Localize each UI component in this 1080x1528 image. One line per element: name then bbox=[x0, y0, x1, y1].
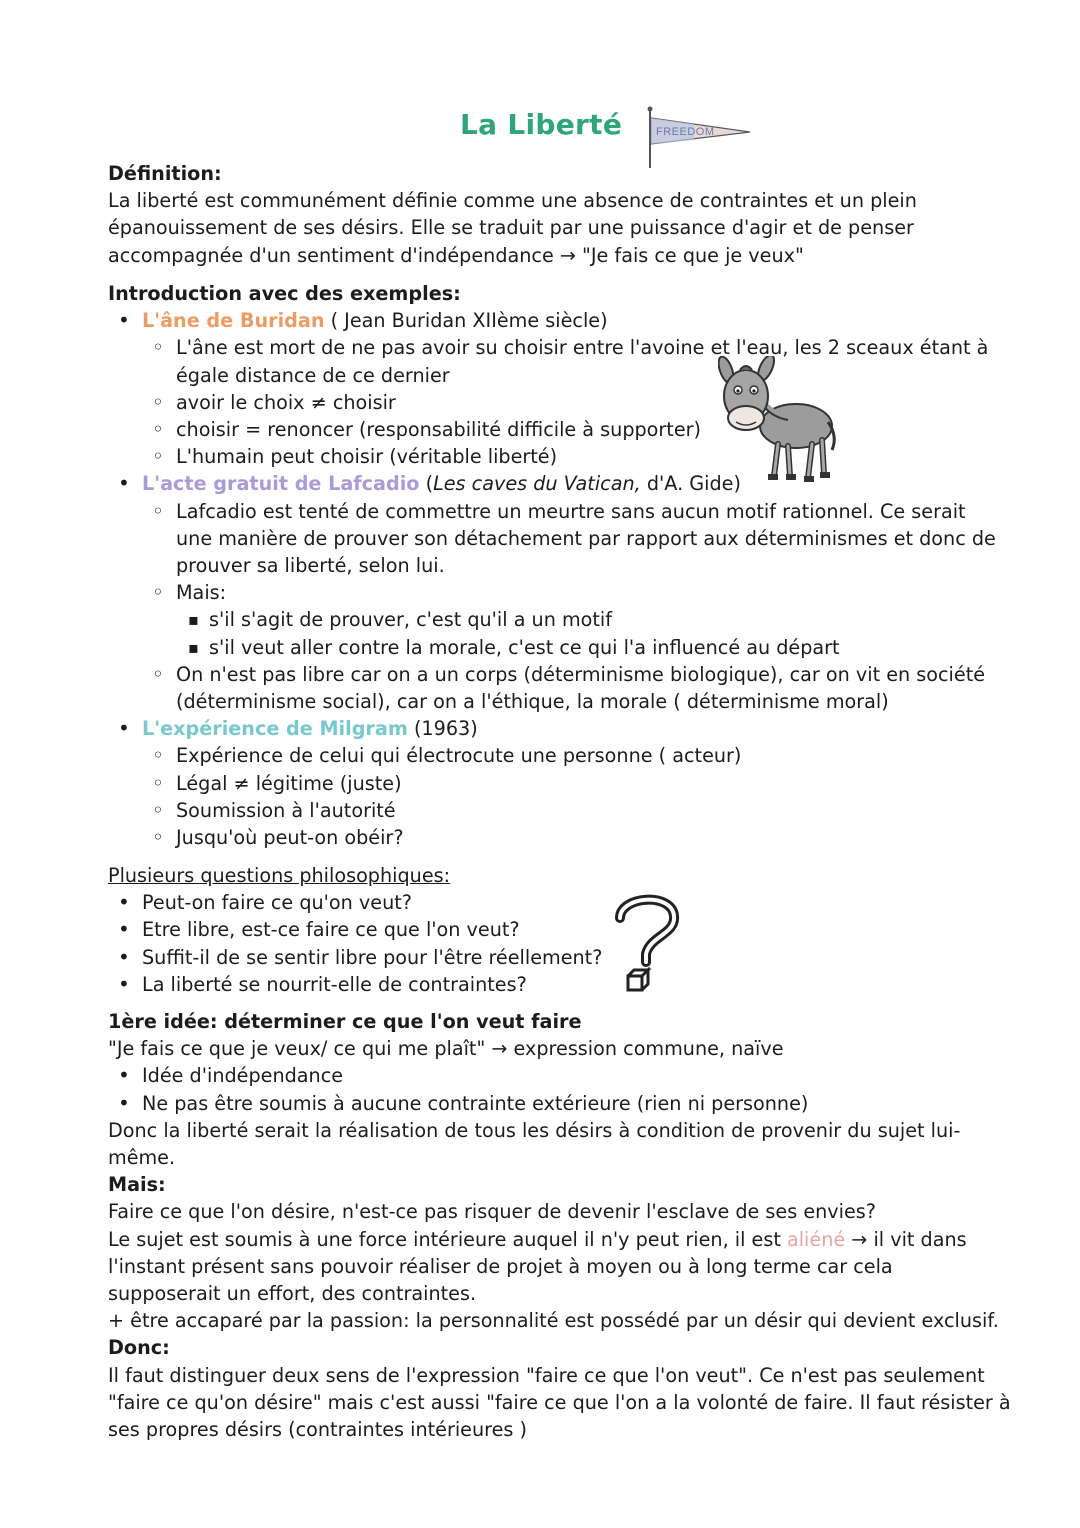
list-item-text: s'il s'agit de prouver, c'est qu'il a un motif bbox=[209, 608, 613, 632]
milgram-ref: (1963) bbox=[407, 717, 478, 741]
list-item bbox=[108, 797, 988, 824]
list-item-text: s'il veut aller contre la morale, c'est ce qui l'a influencé au départ bbox=[209, 635, 840, 659]
idea1-section bbox=[108, 1008, 1011, 1443]
list-item-text: choisir = renoncer (responsabilité difficile à supporter) bbox=[176, 418, 702, 442]
introduction-section bbox=[108, 280, 996, 851]
list-item-continuation bbox=[108, 362, 988, 389]
list-item bbox=[108, 715, 988, 742]
lafcadio-ref: d'A. Gide) bbox=[640, 472, 741, 496]
list-item bbox=[108, 334, 988, 361]
list-item-text: Etre libre, est-ce faire ce que l'on veut? bbox=[142, 918, 520, 942]
list-item bbox=[108, 1090, 988, 1117]
idea1-heading: 1ère idée: déterminer ce que l'on veut faire bbox=[108, 1010, 582, 1033]
questions-list bbox=[108, 889, 988, 998]
list-item-text: Soumission à l'autorité bbox=[176, 798, 396, 822]
list-item bbox=[108, 579, 988, 606]
aliene-word: aliéné bbox=[786, 1227, 846, 1251]
list-item bbox=[108, 470, 988, 497]
list-item bbox=[108, 389, 988, 416]
list-item bbox=[108, 1062, 988, 1089]
mais-text: → il vit dans bbox=[845, 1227, 967, 1251]
list-item bbox=[108, 443, 988, 470]
list-item-text: égale distance de ce dernier bbox=[176, 363, 450, 387]
mais-heading: Mais: bbox=[108, 1173, 166, 1197]
conclusion-line: "faire ce qu'on désire" mais c'est aussi "faire ce que l'on a la volonté de faire. Il faut résister à bbox=[108, 1390, 1011, 1414]
definition-heading: Définition: bbox=[108, 162, 222, 185]
list-item-text: L'humain peut choisir (véritable liberté) bbox=[176, 445, 558, 469]
list-item-continuation bbox=[108, 525, 996, 552]
list-item bbox=[108, 824, 988, 851]
list-item bbox=[108, 661, 988, 688]
list-item-text: Peut-on faire ce qu'on veut? bbox=[142, 891, 412, 915]
list-item bbox=[108, 944, 988, 971]
lafcadio-name: L'acte gratuit de Lafcadio bbox=[142, 472, 420, 496]
list-item-text: Légal ≠ légitime (juste) bbox=[176, 771, 402, 795]
definition-line: accompagnée d'un sentiment d'indépendance → "Je fais ce que je veux" bbox=[108, 243, 804, 267]
list-item bbox=[108, 634, 988, 661]
list-item-text: Expérience de celui qui électrocute une personne ( acteur) bbox=[176, 744, 742, 768]
mais-line: Faire ce que l'on désire, n'est-ce pas risquer de devenir l'esclave de ses envies? bbox=[108, 1200, 876, 1224]
idea1-donc-line: Donc la liberté serait la réalisation de tous les désirs à condition de provenir du sujet lui- bbox=[108, 1118, 961, 1142]
donkey-icon bbox=[718, 356, 842, 486]
list-item-text: Lafcadio est tenté de commettre un meurtre sans aucun motif rationnel. Ce serait bbox=[176, 499, 966, 523]
lafcadio-ref: ( bbox=[419, 472, 434, 496]
list-item-text: une manière de prouver son détachement par rapport aux déterminismes et donc de bbox=[176, 526, 996, 550]
conclusion-line: ses propres désirs (contraintes intérieures ) bbox=[108, 1418, 528, 1442]
question-mark-icon bbox=[606, 888, 686, 1000]
idea1-line: "Je fais ce que je veux/ ce qui me plaît" → expression commune, naïve bbox=[108, 1037, 784, 1061]
mais-text: Le sujet est soumis à une force intérieure auquel il n'y peut rien, il est bbox=[108, 1227, 787, 1251]
list-item bbox=[108, 307, 988, 334]
flag-text: FREEDOM bbox=[656, 126, 715, 138]
list-item bbox=[108, 498, 988, 525]
list-item bbox=[108, 971, 988, 998]
list-item-text: Idée d'indépendance bbox=[142, 1064, 344, 1088]
list-item bbox=[108, 606, 988, 633]
list-item-text: (déterminisme social), car on a l'éthique, la morale ( déterminisme moral) bbox=[176, 690, 889, 714]
lafcadio-ref-title: Les caves du Vatican, bbox=[433, 472, 641, 496]
idea1-donc-line: même. bbox=[108, 1146, 176, 1170]
list-item bbox=[108, 916, 988, 943]
list-item-text: La liberté se nourrit-elle de contraintes? bbox=[142, 972, 527, 996]
questions-section bbox=[108, 862, 988, 998]
buridan-ref: ( Jean Buridan XIIème siècle) bbox=[324, 309, 608, 333]
list-item bbox=[108, 770, 988, 797]
introduction-heading: Introduction avec des exemples: bbox=[108, 282, 461, 305]
list-item-text: Mais: bbox=[176, 581, 227, 605]
buridan-name: L'âne de Buridan bbox=[142, 309, 325, 333]
list-item bbox=[108, 889, 988, 916]
donc-heading: Donc: bbox=[108, 1336, 170, 1360]
page-title: La Liberté bbox=[460, 108, 623, 141]
questions-heading: Plusieurs questions philosophiques: bbox=[108, 864, 451, 887]
list-item-text: prouver sa liberté, selon lui. bbox=[176, 554, 445, 578]
list-item-text: On n'est pas libre car on a un corps (déterminisme biologique), car on vit en société bbox=[176, 662, 986, 686]
list-item-continuation bbox=[108, 688, 988, 715]
list-item bbox=[108, 416, 988, 443]
definition-section bbox=[108, 160, 988, 269]
mais-line: + être accaparé par la passion: la personnalité est possédé par un désir qui devient exclusif. bbox=[108, 1309, 999, 1333]
mais-line bbox=[108, 1226, 988, 1253]
mais-line: supposerait un effort, des contraintes. bbox=[108, 1282, 477, 1306]
milgram-name: L'expérience de Milgram bbox=[142, 717, 408, 741]
list-item-text: L'âne est mort de ne pas avoir su choisir entre l'avoine et l'eau, les 2 sceaux étant à bbox=[176, 336, 989, 360]
mais-line: l'instant présent sans pouvoir réaliser de projet à moyen ou à long terme car cela bbox=[108, 1254, 893, 1278]
list-item-text: Suffit-il de se sentir libre pour l'être réellement? bbox=[142, 945, 603, 969]
list-item-text: Ne pas être soumis à aucune contrainte extérieure (rien ni personne) bbox=[142, 1091, 809, 1115]
list-item-text: avoir le choix ≠ choisir bbox=[176, 390, 396, 414]
examples-list bbox=[108, 307, 996, 851]
idea1-list bbox=[108, 1062, 988, 1116]
list-item-text: Jusqu'où peut-on obéir? bbox=[176, 826, 404, 850]
definition-line: épanouissement de ses désirs. Elle se traduit par une puissance d'agir et de penser bbox=[108, 216, 914, 240]
conclusion-line: Il faut distinguer deux sens de l'expression "faire ce que l'on veut". Ce n'est pas seulement bbox=[108, 1363, 985, 1387]
list-item-continuation bbox=[108, 552, 988, 579]
definition-line: La liberté est communément définie comme une absence de contraintes et un plein bbox=[108, 189, 917, 213]
list-item bbox=[108, 742, 988, 769]
